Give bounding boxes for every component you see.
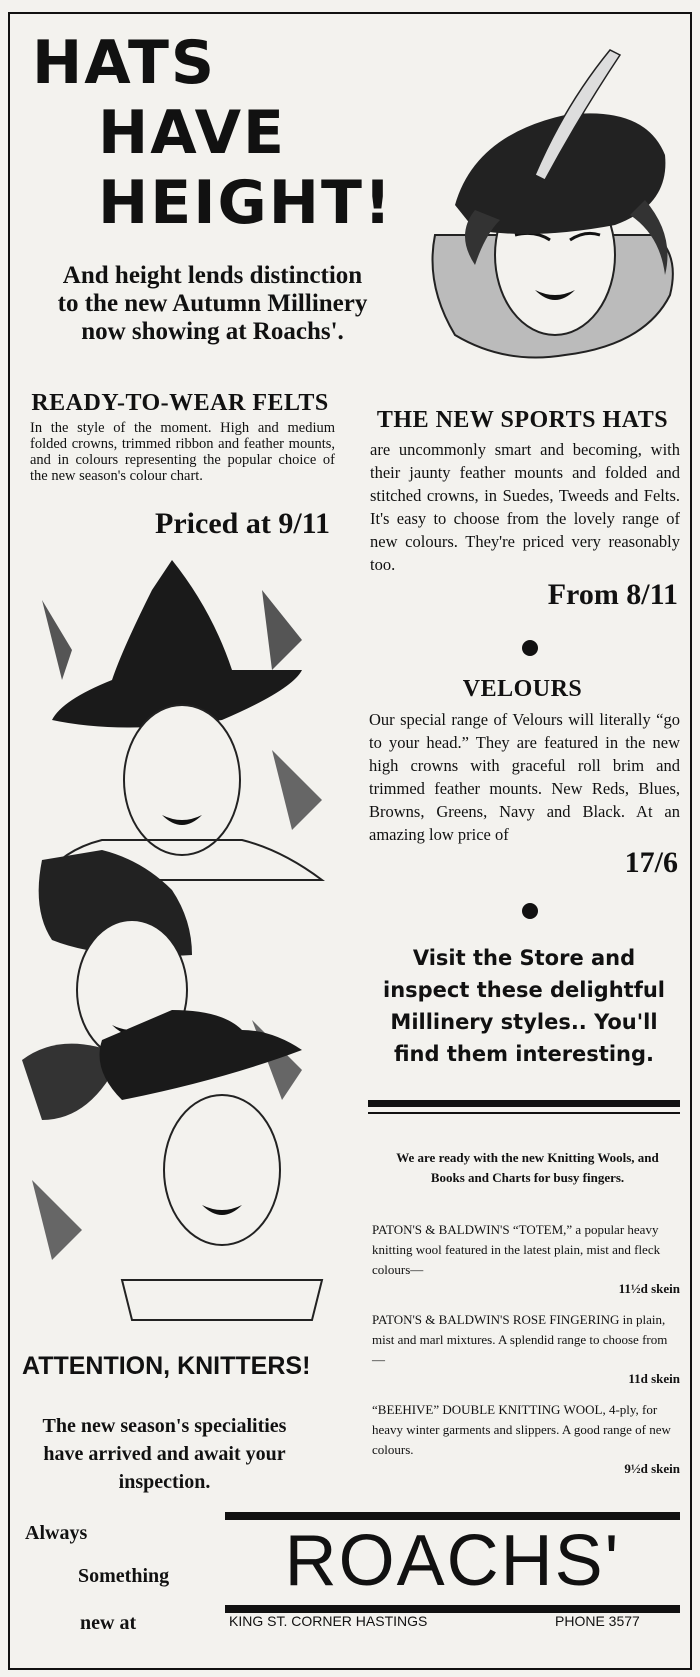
- visit-store-text: Visit the Store and inspect these delightful Millinery styles.. You'll find them interesting.: [383, 946, 665, 1066]
- roachs-logo: [225, 1512, 680, 1632]
- thick-rule: [368, 1100, 680, 1107]
- headline-line-1: HATS: [32, 28, 217, 98]
- bullet-dot: [522, 640, 538, 656]
- sports-price: From 8/11: [547, 578, 678, 611]
- felts-title: READY-TO-WEAR FELTS: [31, 390, 329, 416]
- velours-title: VELOURS: [462, 676, 583, 702]
- sports-body: are uncommonly smart and becoming, with their jaunty feather mounts and folded and stitched crowns, in Suedes, Tweeds and Felts. It's easy to choose from the lovely range of new colours. They're priced very reasonably too.: [370, 440, 680, 574]
- knitting-item-3: “BEEHIVE” DOUBLE KNITTING WOOL, 4-ply, for heavy winter garments and slippers. A good range of new colours.: [372, 1402, 671, 1457]
- velours-price: 17/6: [624, 846, 678, 879]
- knitting-item-2: PATON'S & BALDWIN'S ROSE FINGERING in plain, mist and marl mixtures. A splendid range to choose from—: [372, 1312, 668, 1367]
- attention-body: The new season's specialities have arrived and await your inspection.: [42, 1415, 287, 1493]
- intro-text: And height lends distinction to the new Autumn Millinery now showing at Roachs'.: [57, 262, 368, 345]
- velours-body: Our special range of Velours will literally “go to your head.” They are featured in the new high crowns with graceful roll brim and trimmed feather mounts. New Reds, Blues, Browns, Greens, Navy and Black. At an amazing low price of: [369, 710, 680, 844]
- logo-phone: PHONE 3577: [555, 1613, 640, 1629]
- always-line-2: Something: [78, 1565, 170, 1587]
- felts-body: In the style of the moment. High and medium folded crowns, trimmed ribbon and feather mounts, and in colours representing the popular choice of the new season's colour chart.: [30, 420, 335, 484]
- attention-title: ATTENTION, KNITTERS!: [22, 1352, 311, 1380]
- feathered-hat-woman-illustration: [415, 35, 685, 365]
- felts-price: Priced at 9/11: [155, 507, 330, 540]
- knitting-item-1-price: 11½d skein: [618, 1281, 680, 1296]
- knitting-item-2-price: 11d skein: [628, 1371, 680, 1386]
- knitting-item-3-price: 9½d skein: [624, 1461, 680, 1476]
- logo-address: KING ST. CORNER HASTINGS: [229, 1613, 428, 1629]
- always-line-3: new at: [80, 1612, 137, 1634]
- always-line-1: Always: [25, 1522, 88, 1544]
- thin-rule: [368, 1112, 680, 1114]
- logo-name: ROACHS': [284, 1521, 621, 1601]
- headline-line-3: HEIGHT!: [98, 168, 394, 238]
- headline-line-2: HAVE: [98, 98, 286, 168]
- knitting-item-1: PATON'S & BALDWIN'S “TOTEM,” a popular heavy knitting wool featured in the latest plain, mist and fleck colours—: [372, 1222, 661, 1277]
- bullet-dot: [522, 903, 538, 919]
- knitting-intro: We are ready with the new Knitting Wools, and Books and Charts for busy fingers.: [396, 1150, 659, 1185]
- three-hats-illustration: [22, 560, 352, 1340]
- sports-title: THE NEW SPORTS HATS: [376, 407, 669, 433]
